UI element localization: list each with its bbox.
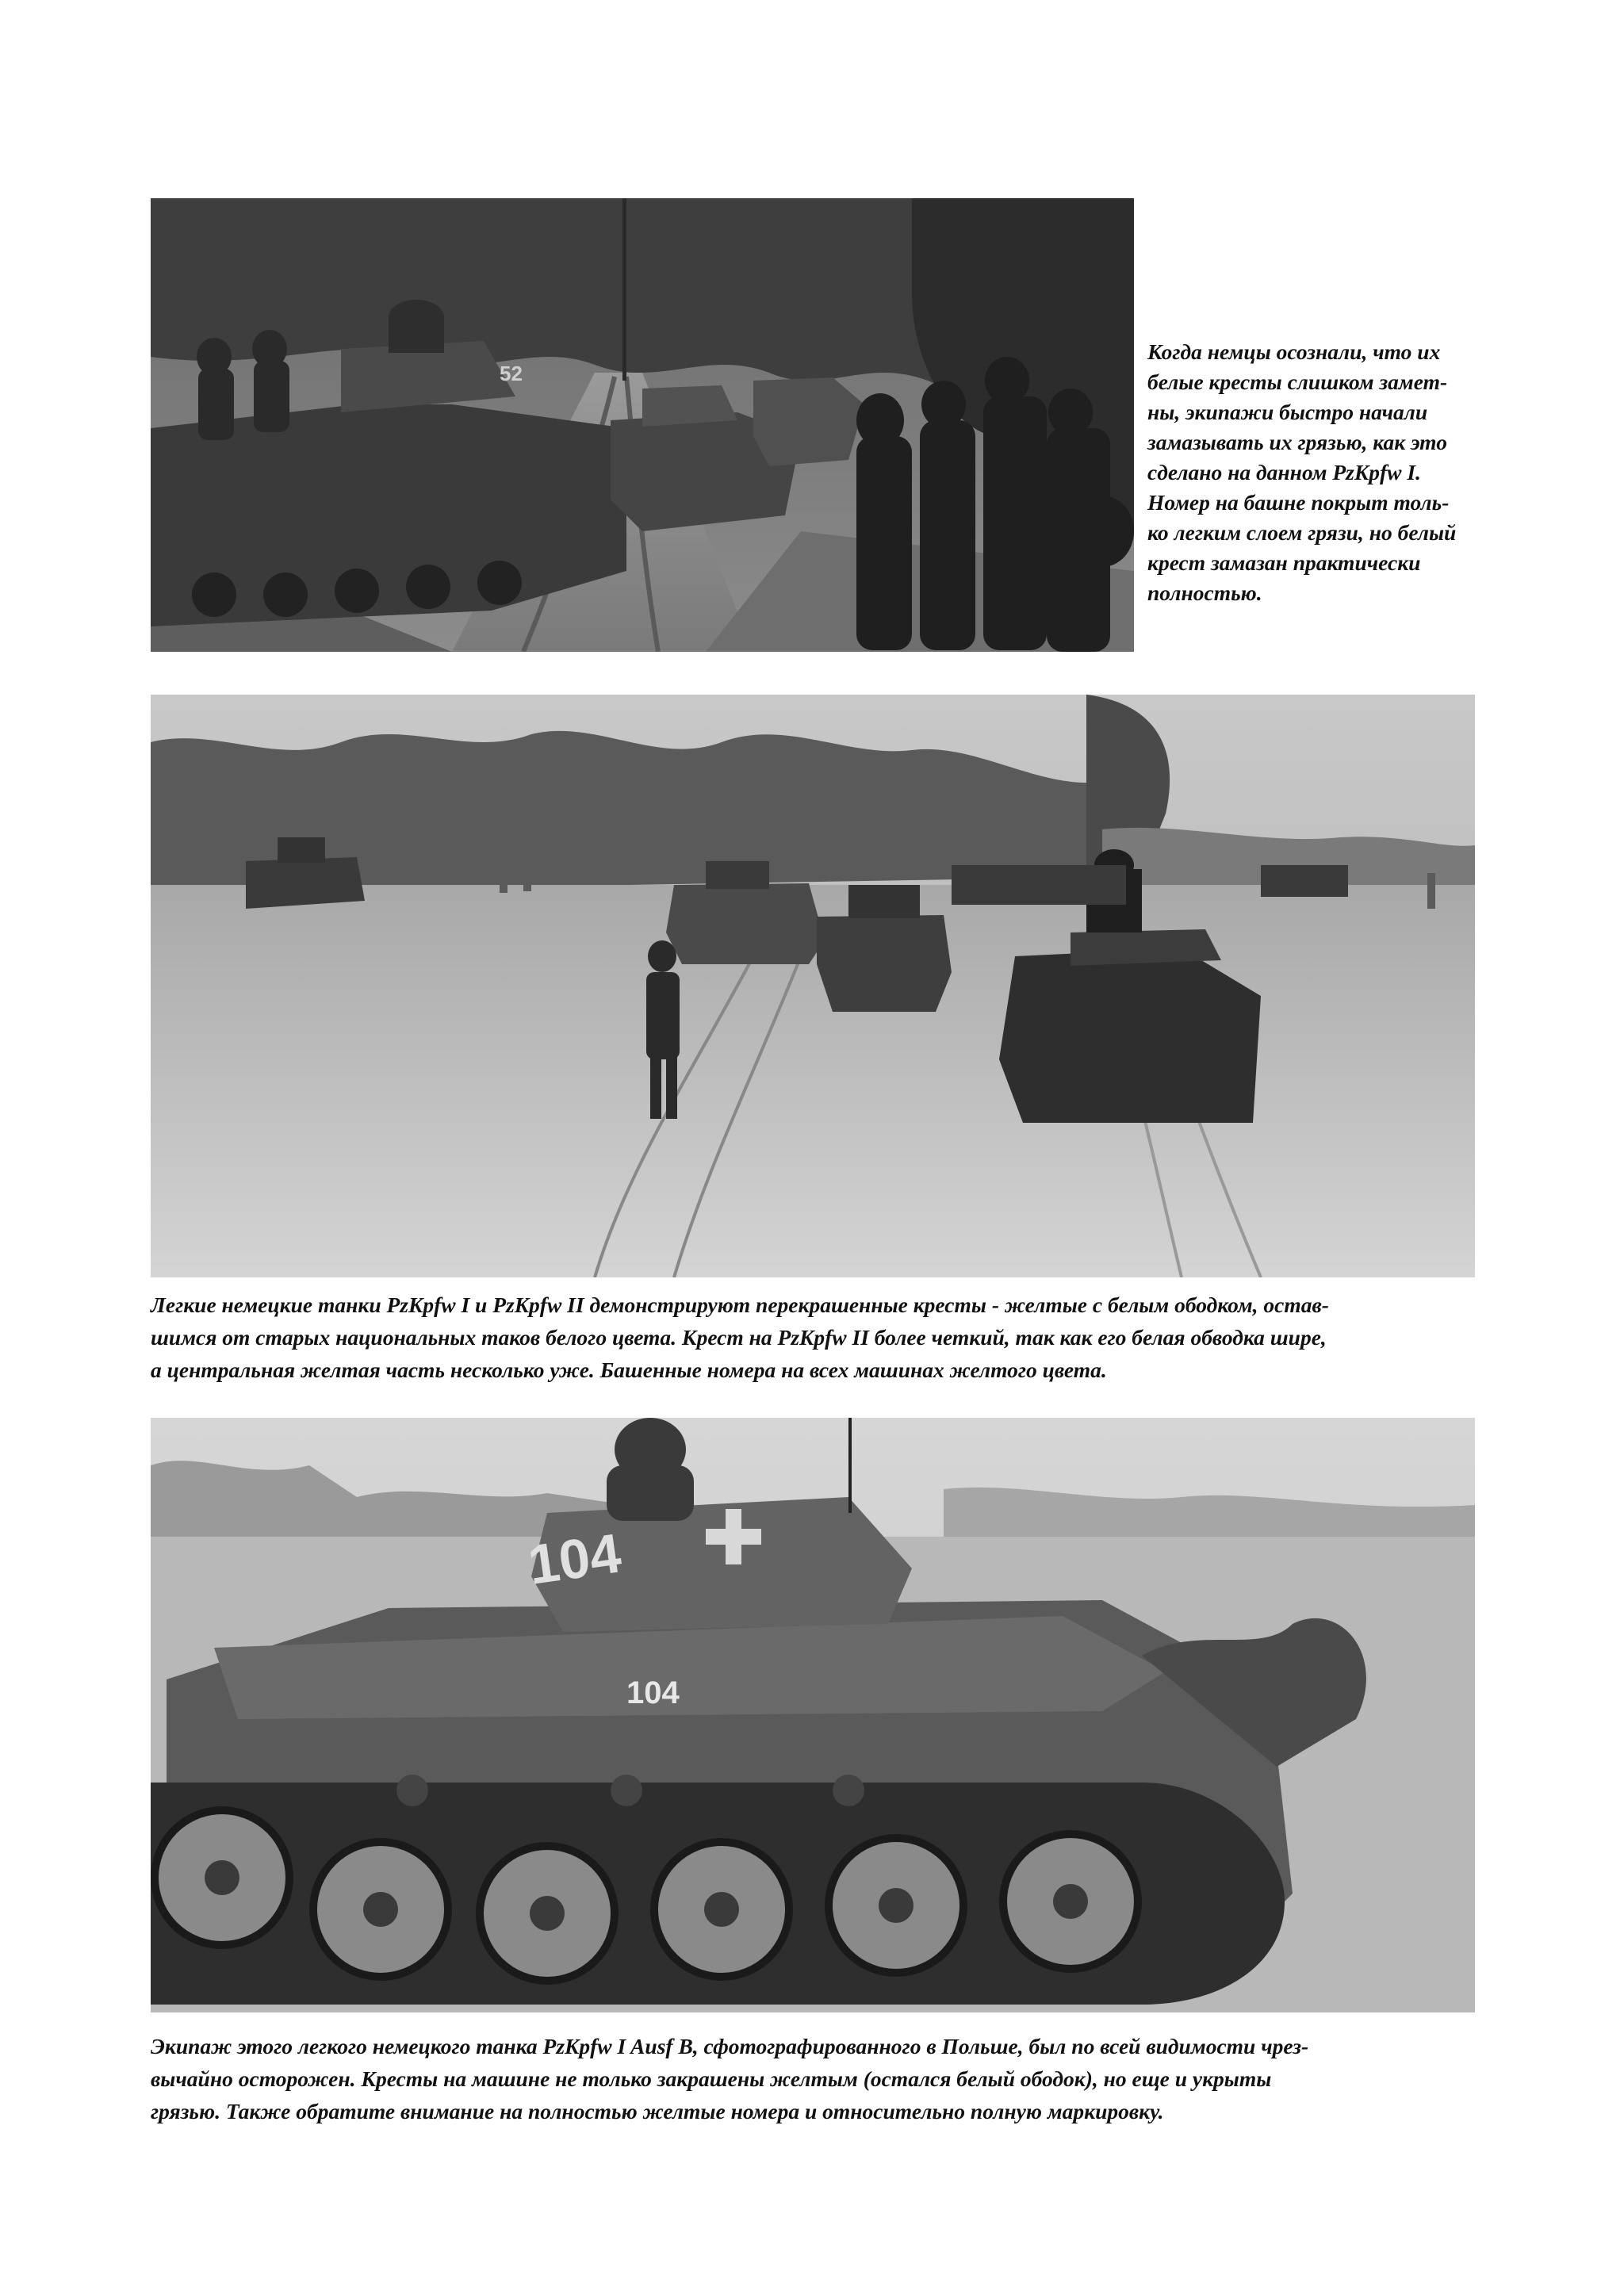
caption-line: замазывать их грязью, как это	[1147, 430, 1447, 454]
caption-line: шимся от старых национальных таков белого цвета. Крест на PzKpfw II более четкий, так как его белая обводка шире,	[151, 1325, 1327, 1350]
photo-tanks-in-field	[151, 695, 1475, 1277]
photo-3-caption	[151, 2030, 1475, 2127]
turret-number: 52	[500, 362, 523, 385]
photo-tanks-on-road-image	[151, 198, 1134, 652]
caption-line: белые кресты слишком замет-	[1147, 370, 1448, 394]
hull-number: 104	[626, 1675, 680, 1710]
caption-line: Экипаж этого легкого немецкого танка PzKpfw I Ausf B, сфотографированного в Польше, был по всей видимости чрез-	[151, 2034, 1309, 2058]
caption-line: ны, экипажи быстро начали	[1147, 400, 1428, 424]
photo-1-caption	[1147, 337, 1487, 608]
caption-line: Когда немцы осознали, что их	[1147, 339, 1441, 364]
caption-line: сделано на данном PzKpfw I.	[1147, 460, 1421, 484]
caption-line: Легкие немецкие танки PzKpfw I и PzKpfw II демонстрируют перекрашенные кресты - желтые с белым ободком, остав-	[151, 1292, 1329, 1317]
caption-line: а центральная желтая часть несколько уже. Башенные номера на всех машинах желтого цвета.	[151, 1358, 1107, 1382]
photo-2-caption	[151, 1289, 1475, 1386]
photo-tanks-on-road	[151, 198, 1134, 652]
caption-line: полностью.	[1147, 580, 1262, 605]
caption-line: Номер на башне покрыт толь-	[1147, 490, 1450, 515]
caption-line: ко легким слоем грязи, но белый	[1147, 520, 1457, 545]
caption-line: вычайно осторожен. Кресты на машине не только закрашены желтым (остался белый ободок), но еще и укрыты	[151, 2066, 1272, 2091]
photo-tanks-in-field-image	[151, 695, 1475, 1277]
caption-line: крест замазан практически	[1147, 550, 1421, 575]
caption-line: грязью. Также обратите внимание на полностью желтые номера и относительно полную маркировку.	[151, 2099, 1164, 2123]
photo-pzkpfw-i-closeup-image	[151, 1418, 1475, 2012]
svg-text:104: 104	[524, 1522, 625, 1596]
photo-pzkpfw-i-closeup	[151, 1418, 1475, 2012]
